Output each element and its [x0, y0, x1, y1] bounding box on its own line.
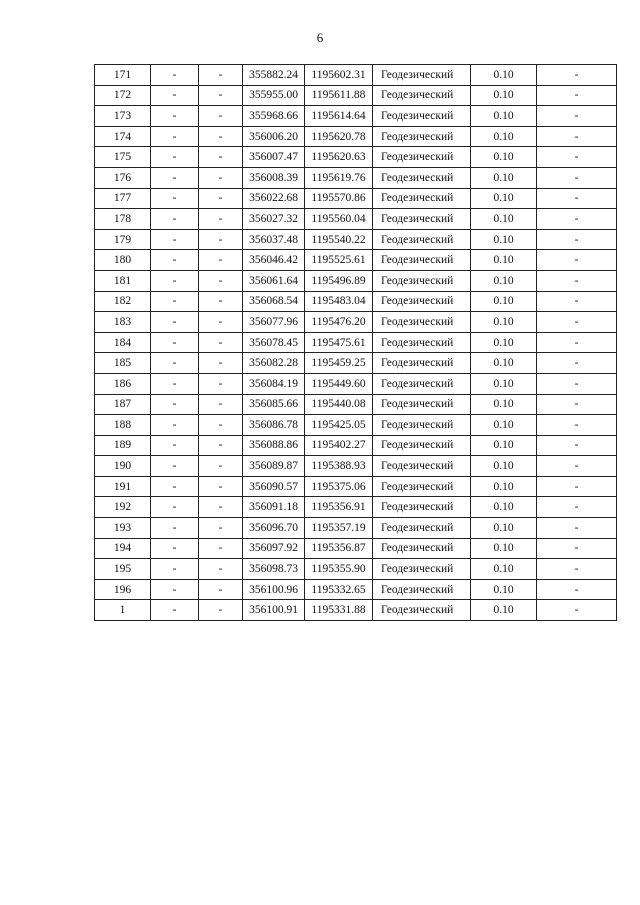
- cell-accuracy: 0.10: [471, 147, 537, 168]
- cell-y-coordinate: 1195620.78: [305, 126, 373, 147]
- cell-x-coordinate: 356006.20: [243, 126, 305, 147]
- cell-dash-2: -: [199, 85, 243, 106]
- cell-note: -: [537, 476, 617, 497]
- cell-method: Геодезический: [373, 538, 471, 559]
- cell-note: -: [537, 373, 617, 394]
- cell-point-number: 189: [95, 435, 151, 456]
- cell-dash-1: -: [151, 312, 199, 333]
- cell-method: Геодезический: [373, 332, 471, 353]
- cell-x-coordinate: 356022.68: [243, 188, 305, 209]
- cell-note: -: [537, 559, 617, 580]
- cell-note: -: [537, 456, 617, 477]
- cell-accuracy: 0.10: [471, 126, 537, 147]
- cell-x-coordinate: 356077.96: [243, 312, 305, 333]
- cell-method: Геодезический: [373, 497, 471, 518]
- cell-accuracy: 0.10: [471, 270, 537, 291]
- table-row: [95, 312, 617, 333]
- cell-dash-2: -: [199, 209, 243, 230]
- cell-point-number: 180: [95, 250, 151, 271]
- cell-x-coordinate: 356037.48: [243, 229, 305, 250]
- cell-point-number: 176: [95, 167, 151, 188]
- cell-dash-1: -: [151, 126, 199, 147]
- cell-point-number: 181: [95, 270, 151, 291]
- cell-x-coordinate: 356008.39: [243, 167, 305, 188]
- cell-x-coordinate: 356007.47: [243, 147, 305, 168]
- cell-note: -: [537, 291, 617, 312]
- cell-method: Геодезический: [373, 476, 471, 497]
- cell-accuracy: 0.10: [471, 579, 537, 600]
- cell-y-coordinate: 1195525.61: [305, 250, 373, 271]
- cell-dash-2: -: [199, 518, 243, 539]
- cell-y-coordinate: 1195331.88: [305, 600, 373, 621]
- cell-point-number: 175: [95, 147, 151, 168]
- cell-dash-2: -: [199, 126, 243, 147]
- cell-y-coordinate: 1195619.76: [305, 167, 373, 188]
- cell-dash-1: -: [151, 85, 199, 106]
- cell-accuracy: 0.10: [471, 497, 537, 518]
- table-row: [95, 85, 617, 106]
- cell-dash-2: -: [199, 65, 243, 86]
- cell-dash-2: -: [199, 270, 243, 291]
- cell-note: -: [537, 126, 617, 147]
- cell-method: Геодезический: [373, 229, 471, 250]
- cell-method: Геодезический: [373, 373, 471, 394]
- cell-dash-2: -: [199, 250, 243, 271]
- cell-method: Геодезический: [373, 85, 471, 106]
- cell-method: Геодезический: [373, 126, 471, 147]
- cell-y-coordinate: 1195620.63: [305, 147, 373, 168]
- cell-x-coordinate: 356088.86: [243, 435, 305, 456]
- cell-method: Геодезический: [373, 353, 471, 374]
- cell-dash-2: -: [199, 476, 243, 497]
- cell-point-number: 173: [95, 106, 151, 127]
- cell-accuracy: 0.10: [471, 456, 537, 477]
- cell-y-coordinate: 1195440.08: [305, 394, 373, 415]
- cell-point-number: 171: [95, 65, 151, 86]
- cell-x-coordinate: 356100.91: [243, 600, 305, 621]
- cell-accuracy: 0.10: [471, 209, 537, 230]
- cell-dash-2: -: [199, 559, 243, 580]
- cell-dash-1: -: [151, 538, 199, 559]
- cell-point-number: 190: [95, 456, 151, 477]
- cell-y-coordinate: 1195449.60: [305, 373, 373, 394]
- cell-dash-2: -: [199, 167, 243, 188]
- cell-method: Геодезический: [373, 106, 471, 127]
- cell-point-number: 193: [95, 518, 151, 539]
- table-row: [95, 250, 617, 271]
- cell-y-coordinate: 1195355.90: [305, 559, 373, 580]
- cell-point-number: 184: [95, 332, 151, 353]
- cell-accuracy: 0.10: [471, 435, 537, 456]
- cell-y-coordinate: 1195570.86: [305, 188, 373, 209]
- cell-point-number: 187: [95, 394, 151, 415]
- cell-point-number: 185: [95, 353, 151, 374]
- cell-note: -: [537, 65, 617, 86]
- cell-dash-1: -: [151, 229, 199, 250]
- cell-method: Геодезический: [373, 209, 471, 230]
- table-row: [95, 332, 617, 353]
- table-row: [95, 497, 617, 518]
- table-row: [95, 373, 617, 394]
- cell-dash-2: -: [199, 415, 243, 436]
- cell-dash-1: -: [151, 579, 199, 600]
- cell-dash-1: -: [151, 415, 199, 436]
- cell-dash-2: -: [199, 497, 243, 518]
- table-row: [95, 229, 617, 250]
- cell-y-coordinate: 1195402.27: [305, 435, 373, 456]
- cell-dash-1: -: [151, 373, 199, 394]
- cell-point-number: 1: [95, 600, 151, 621]
- cell-accuracy: 0.10: [471, 415, 537, 436]
- cell-x-coordinate: 356027.32: [243, 209, 305, 230]
- cell-note: -: [537, 538, 617, 559]
- cell-y-coordinate: 1195483.04: [305, 291, 373, 312]
- page-number: 6: [316, 30, 324, 45]
- cell-dash-2: -: [199, 147, 243, 168]
- cell-y-coordinate: 1195611.88: [305, 85, 373, 106]
- cell-note: -: [537, 167, 617, 188]
- cell-dash-1: -: [151, 476, 199, 497]
- cell-dash-2: -: [199, 538, 243, 559]
- cell-dash-2: -: [199, 600, 243, 621]
- cell-x-coordinate: 356068.54: [243, 291, 305, 312]
- cell-note: -: [537, 579, 617, 600]
- cell-y-coordinate: 1195475.61: [305, 332, 373, 353]
- cell-dash-1: -: [151, 332, 199, 353]
- cell-accuracy: 0.10: [471, 476, 537, 497]
- cell-accuracy: 0.10: [471, 188, 537, 209]
- cell-method: Геодезический: [373, 435, 471, 456]
- cell-dash-2: -: [199, 188, 243, 209]
- table-row: [95, 188, 617, 209]
- cell-x-coordinate: 356100.96: [243, 579, 305, 600]
- cell-note: -: [537, 106, 617, 127]
- cell-point-number: 195: [95, 559, 151, 580]
- cell-point-number: 172: [95, 85, 151, 106]
- cell-accuracy: 0.10: [471, 353, 537, 374]
- cell-note: -: [537, 353, 617, 374]
- cell-point-number: 186: [95, 373, 151, 394]
- cell-point-number: 182: [95, 291, 151, 312]
- cell-x-coordinate: 356096.70: [243, 518, 305, 539]
- cell-y-coordinate: 1195332.65: [305, 579, 373, 600]
- coordinates-table: [94, 64, 617, 621]
- cell-x-coordinate: 356078.45: [243, 332, 305, 353]
- cell-point-number: 183: [95, 312, 151, 333]
- cell-x-coordinate: 355882.24: [243, 65, 305, 86]
- cell-accuracy: 0.10: [471, 312, 537, 333]
- cell-dash-2: -: [199, 456, 243, 477]
- cell-dash-1: -: [151, 435, 199, 456]
- cell-note: -: [537, 415, 617, 436]
- cell-method: Геодезический: [373, 291, 471, 312]
- cell-accuracy: 0.10: [471, 85, 537, 106]
- cell-x-coordinate: 356084.19: [243, 373, 305, 394]
- cell-point-number: 174: [95, 126, 151, 147]
- cell-accuracy: 0.10: [471, 250, 537, 271]
- cell-y-coordinate: 1195357.19: [305, 518, 373, 539]
- cell-y-coordinate: 1195614.64: [305, 106, 373, 127]
- table-row: [95, 209, 617, 230]
- cell-note: -: [537, 394, 617, 415]
- cell-accuracy: 0.10: [471, 229, 537, 250]
- cell-method: Геодезический: [373, 456, 471, 477]
- cell-note: -: [537, 188, 617, 209]
- cell-accuracy: 0.10: [471, 167, 537, 188]
- table-row: [95, 106, 617, 127]
- cell-method: Геодезический: [373, 250, 471, 271]
- table-row: [95, 291, 617, 312]
- cell-dash-1: -: [151, 147, 199, 168]
- cell-y-coordinate: 1195375.06: [305, 476, 373, 497]
- cell-point-number: 179: [95, 229, 151, 250]
- cell-dash-2: -: [199, 332, 243, 353]
- cell-note: -: [537, 518, 617, 539]
- cell-dash-1: -: [151, 559, 199, 580]
- cell-note: -: [537, 250, 617, 271]
- cell-note: -: [537, 600, 617, 621]
- cell-y-coordinate: 1195540.22: [305, 229, 373, 250]
- cell-accuracy: 0.10: [471, 394, 537, 415]
- cell-y-coordinate: 1195388.93: [305, 456, 373, 477]
- cell-dash-2: -: [199, 394, 243, 415]
- cell-note: -: [537, 209, 617, 230]
- cell-dash-1: -: [151, 291, 199, 312]
- cell-x-coordinate: 356089.87: [243, 456, 305, 477]
- cell-accuracy: 0.10: [471, 600, 537, 621]
- cell-accuracy: 0.10: [471, 65, 537, 86]
- cell-dash-2: -: [199, 353, 243, 374]
- cell-dash-2: -: [199, 579, 243, 600]
- cell-y-coordinate: 1195356.91: [305, 497, 373, 518]
- cell-dash-2: -: [199, 106, 243, 127]
- table-row: [95, 126, 617, 147]
- cell-accuracy: 0.10: [471, 559, 537, 580]
- cell-x-coordinate: 356098.73: [243, 559, 305, 580]
- cell-y-coordinate: 1195560.04: [305, 209, 373, 230]
- cell-accuracy: 0.10: [471, 538, 537, 559]
- cell-note: -: [537, 229, 617, 250]
- cell-note: -: [537, 312, 617, 333]
- table-row: [95, 147, 617, 168]
- cell-dash-1: -: [151, 188, 199, 209]
- cell-dash-1: -: [151, 167, 199, 188]
- cell-y-coordinate: 1195459.25: [305, 353, 373, 374]
- cell-dash-1: -: [151, 65, 199, 86]
- cell-y-coordinate: 1195476.20: [305, 312, 373, 333]
- cell-point-number: 191: [95, 476, 151, 497]
- cell-x-coordinate: 355968.66: [243, 106, 305, 127]
- table-row: [95, 518, 617, 539]
- cell-note: -: [537, 147, 617, 168]
- cell-method: Геодезический: [373, 147, 471, 168]
- cell-x-coordinate: 356046.42: [243, 250, 305, 271]
- cell-x-coordinate: 356086.78: [243, 415, 305, 436]
- cell-accuracy: 0.10: [471, 106, 537, 127]
- cell-y-coordinate: 1195425.05: [305, 415, 373, 436]
- cell-method: Геодезический: [373, 65, 471, 86]
- cell-dash-1: -: [151, 353, 199, 374]
- cell-dash-1: -: [151, 497, 199, 518]
- table-row: [95, 435, 617, 456]
- cell-method: Геодезический: [373, 415, 471, 436]
- cell-x-coordinate: 356097.92: [243, 538, 305, 559]
- cell-method: Геодезический: [373, 312, 471, 333]
- coordinates-table-body: [95, 65, 617, 621]
- cell-method: Геодезический: [373, 270, 471, 291]
- cell-dash-2: -: [199, 229, 243, 250]
- cell-method: Геодезический: [373, 600, 471, 621]
- cell-dash-1: -: [151, 600, 199, 621]
- cell-x-coordinate: 356061.64: [243, 270, 305, 291]
- cell-accuracy: 0.10: [471, 291, 537, 312]
- table-row: [95, 579, 617, 600]
- table-row: [95, 476, 617, 497]
- cell-dash-1: -: [151, 518, 199, 539]
- table-row: [95, 600, 617, 621]
- table-row: [95, 65, 617, 86]
- cell-method: Геодезический: [373, 188, 471, 209]
- cell-point-number: 177: [95, 188, 151, 209]
- cell-dash-1: -: [151, 394, 199, 415]
- table-row: [95, 456, 617, 477]
- table-row: [95, 270, 617, 291]
- cell-x-coordinate: 356090.57: [243, 476, 305, 497]
- cell-y-coordinate: 1195496.89: [305, 270, 373, 291]
- cell-accuracy: 0.10: [471, 332, 537, 353]
- cell-dash-2: -: [199, 373, 243, 394]
- cell-dash-1: -: [151, 270, 199, 291]
- cell-dash-1: -: [151, 106, 199, 127]
- cell-dash-2: -: [199, 291, 243, 312]
- cell-dash-1: -: [151, 209, 199, 230]
- cell-note: -: [537, 270, 617, 291]
- table-row: [95, 559, 617, 580]
- cell-accuracy: 0.10: [471, 373, 537, 394]
- cell-note: -: [537, 497, 617, 518]
- cell-accuracy: 0.10: [471, 518, 537, 539]
- cell-y-coordinate: 1195356.87: [305, 538, 373, 559]
- cell-x-coordinate: 355955.00: [243, 85, 305, 106]
- cell-point-number: 196: [95, 579, 151, 600]
- cell-point-number: 192: [95, 497, 151, 518]
- cell-method: Геодезический: [373, 167, 471, 188]
- cell-x-coordinate: 356085.66: [243, 394, 305, 415]
- cell-note: -: [537, 332, 617, 353]
- cell-dash-1: -: [151, 250, 199, 271]
- cell-x-coordinate: 356082.28: [243, 353, 305, 374]
- table-row: [95, 167, 617, 188]
- table-row: [95, 394, 617, 415]
- cell-point-number: 194: [95, 538, 151, 559]
- cell-note: -: [537, 435, 617, 456]
- cell-method: Геодезический: [373, 518, 471, 539]
- cell-dash-1: -: [151, 456, 199, 477]
- cell-point-number: 178: [95, 209, 151, 230]
- cell-method: Геодезический: [373, 394, 471, 415]
- cell-x-coordinate: 356091.18: [243, 497, 305, 518]
- cell-note: -: [537, 85, 617, 106]
- cell-method: Геодезический: [373, 559, 471, 580]
- cell-point-number: 188: [95, 415, 151, 436]
- table-row: [95, 353, 617, 374]
- table-row: [95, 415, 617, 436]
- cell-dash-2: -: [199, 312, 243, 333]
- cell-dash-2: -: [199, 435, 243, 456]
- cell-y-coordinate: 1195602.31: [305, 65, 373, 86]
- cell-method: Геодезический: [373, 579, 471, 600]
- table-row: [95, 538, 617, 559]
